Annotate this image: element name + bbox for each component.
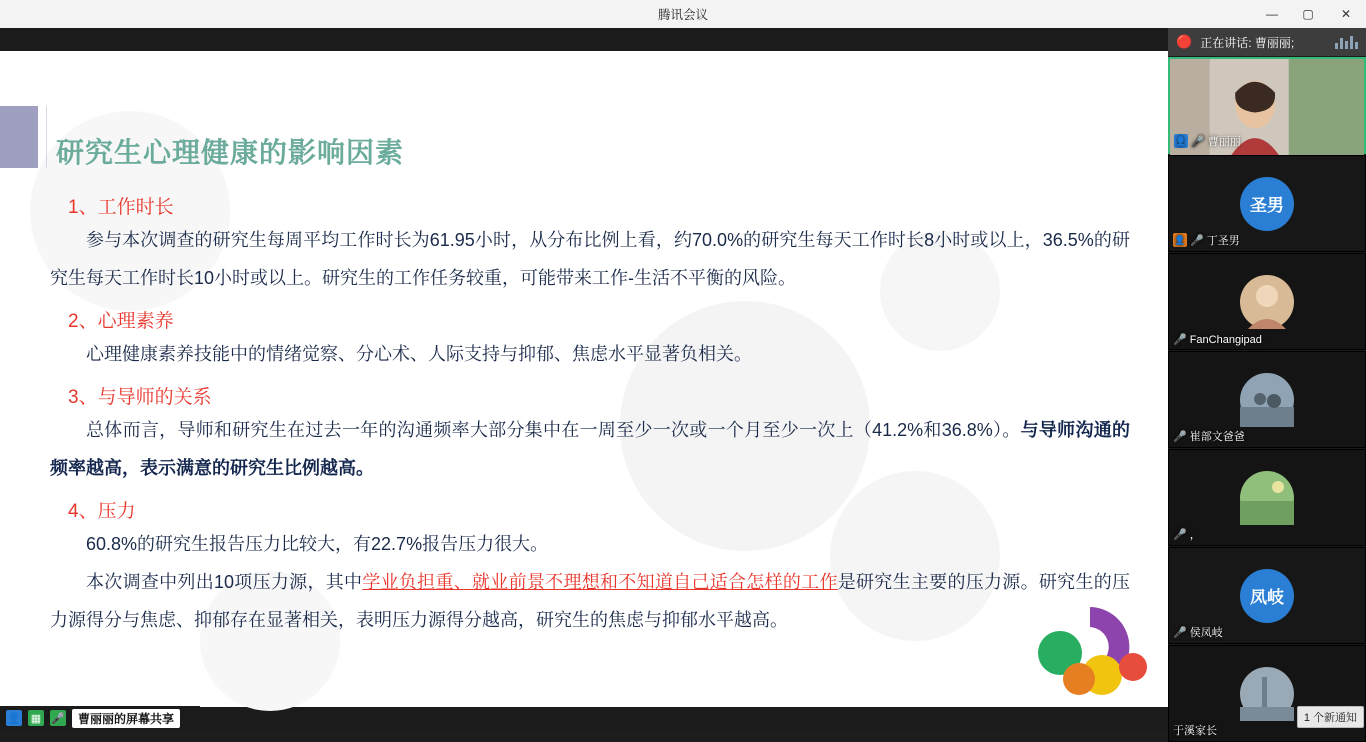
- section-heading-4: 4、压力: [68, 501, 136, 522]
- microphone-icon: 🎤: [1191, 135, 1205, 148]
- avatar-initials: 凤岐: [1250, 588, 1284, 607]
- slide-content: [40, 183, 1130, 639]
- participant-name-row: [1174, 133, 1241, 149]
- microphone-muted-icon: 🔴: [1176, 34, 1193, 49]
- shared-screen-area: [0, 28, 1168, 730]
- section-paragraph-4b: [50, 563, 1130, 639]
- participant-name: 侯凤岐: [1189, 627, 1223, 639]
- avatar-photo: [1240, 275, 1294, 329]
- audio-wave-icon: [1335, 35, 1358, 49]
- section-4-text-b: 是研究生主要的压力源。研究生的压力源得分与焦虑、抑郁存在显著相关，表明压力源得分越高，研究生的焦虑与抑郁水平越高。: [50, 572, 1131, 630]
- participant-name-row: [1173, 333, 1262, 346]
- presentation-slide: [0, 51, 1168, 707]
- participants-icon[interactable]: 👤: [6, 710, 22, 726]
- minimize-icon[interactable]: —: [1266, 7, 1278, 21]
- avatar-photo: [1240, 471, 1294, 525]
- notification-toast[interactable]: 1 个新通知: [1297, 706, 1364, 728]
- participant-name-row: [1173, 428, 1245, 444]
- avatar: [1240, 667, 1294, 721]
- participant-name-row: [1173, 526, 1201, 542]
- participant-name: ，: [1189, 529, 1201, 541]
- microphone-icon: 🎤: [1173, 626, 1187, 639]
- participant-tile[interactable]: [1168, 57, 1366, 154]
- screen-share-banner: [0, 706, 200, 730]
- participant-name-row: [1173, 722, 1217, 738]
- section-4-text-a: 本次调查中列出10项压力源，其中: [86, 572, 363, 592]
- avatar-initials: 圣男: [1250, 196, 1284, 215]
- participant-name: 于溪家长: [1173, 725, 1217, 737]
- microphone-icon: 🎤: [1173, 430, 1187, 443]
- window-controls: [1254, 0, 1366, 28]
- close-icon[interactable]: ✕: [1340, 7, 1352, 21]
- slide-title-divider: [46, 106, 47, 168]
- organization-logo-icon: [1030, 601, 1150, 697]
- participants-icon: 👤: [1173, 233, 1187, 247]
- avatar: [1240, 177, 1294, 231]
- section-paragraph-4a: 60.8%的研究生报告压力比较大，有22.7%报告压力很大。: [86, 534, 549, 554]
- microphone-icon: 🎤: [1190, 234, 1204, 247]
- avatar: [1240, 471, 1294, 525]
- avatar: [1240, 373, 1294, 427]
- participant-rail: [1168, 28, 1366, 737]
- section-heading-2: 2、心理素养: [68, 311, 174, 332]
- participant-name: FanChangipad: [1189, 333, 1262, 346]
- window-title: 腾讯会议: [657, 8, 708, 22]
- maximize-icon[interactable]: ▢: [1302, 7, 1314, 21]
- screen-share-label: 曹丽丽的屏幕共享: [72, 709, 180, 728]
- avatar-photo: [1240, 373, 1294, 427]
- participant-name: 曹丽丽: [1207, 136, 1241, 148]
- participant-tile[interactable]: [1168, 547, 1366, 644]
- participants-icon: 👤: [1174, 134, 1188, 148]
- slide-title: 研究生心理健康的影响因素: [56, 137, 405, 168]
- section-paragraph-2: 心理健康素养技能中的情绪觉察、分心术、人际支持与抑郁、焦虑水平显著负相关。: [86, 344, 752, 364]
- section-paragraph-1: 参与本次调查的研究生每周平均工作时长为61.95小时，从分布比例上看，约70.0%的研究生每天工作时长8小时或以上，36.5%的研究生每天工作时长10小时或以上。研究生的工作任务较重，可能带来工作-生活不平衡的风险。: [50, 230, 1130, 288]
- participant-name: 丁圣男: [1206, 235, 1240, 247]
- participant-name-row: [1173, 232, 1240, 248]
- microphone-icon: 🎤: [1173, 334, 1187, 346]
- active-speaker-bar: [1168, 28, 1366, 56]
- participant-name: 崔部文爸爸: [1189, 431, 1245, 443]
- active-speaker-label: 正在讲话: 曹丽丽;: [1200, 35, 1295, 50]
- slide-title-accent-block: [0, 106, 38, 168]
- participant-name-row: [1173, 624, 1223, 640]
- section-4-highlight: 学业负担重、就业前景不理想和不知道自己适合怎样的工作: [362, 572, 838, 592]
- screen-share-icon[interactable]: ▦: [28, 710, 44, 726]
- section-paragraph-3: [50, 411, 1130, 487]
- microphone-icon[interactable]: 🎤: [50, 710, 66, 726]
- participant-tile[interactable]: [1168, 253, 1366, 350]
- section-heading-3: 3、与导师的关系: [68, 387, 212, 408]
- participant-tile[interactable]: [1168, 449, 1366, 546]
- window-titlebar: [0, 0, 1366, 28]
- section-3-text-a: 总体而言，导师和研究生在过去一年的沟通频率大部分集中在一周至少一次或一个月至少一次上（41.2%和36.8%）。: [86, 420, 1021, 440]
- avatar: [1240, 275, 1294, 329]
- avatar-photo: [1240, 667, 1294, 721]
- participant-tile[interactable]: [1168, 155, 1366, 252]
- participant-tile[interactable]: [1168, 351, 1366, 448]
- microphone-muted-icon: 🎤: [1173, 528, 1187, 541]
- section-3-text-b: 与导师沟通的频率越高，表示满意的研究生比例越高。: [50, 420, 1131, 478]
- avatar: [1240, 569, 1294, 623]
- section-heading-1: 1、工作时长: [68, 197, 174, 218]
